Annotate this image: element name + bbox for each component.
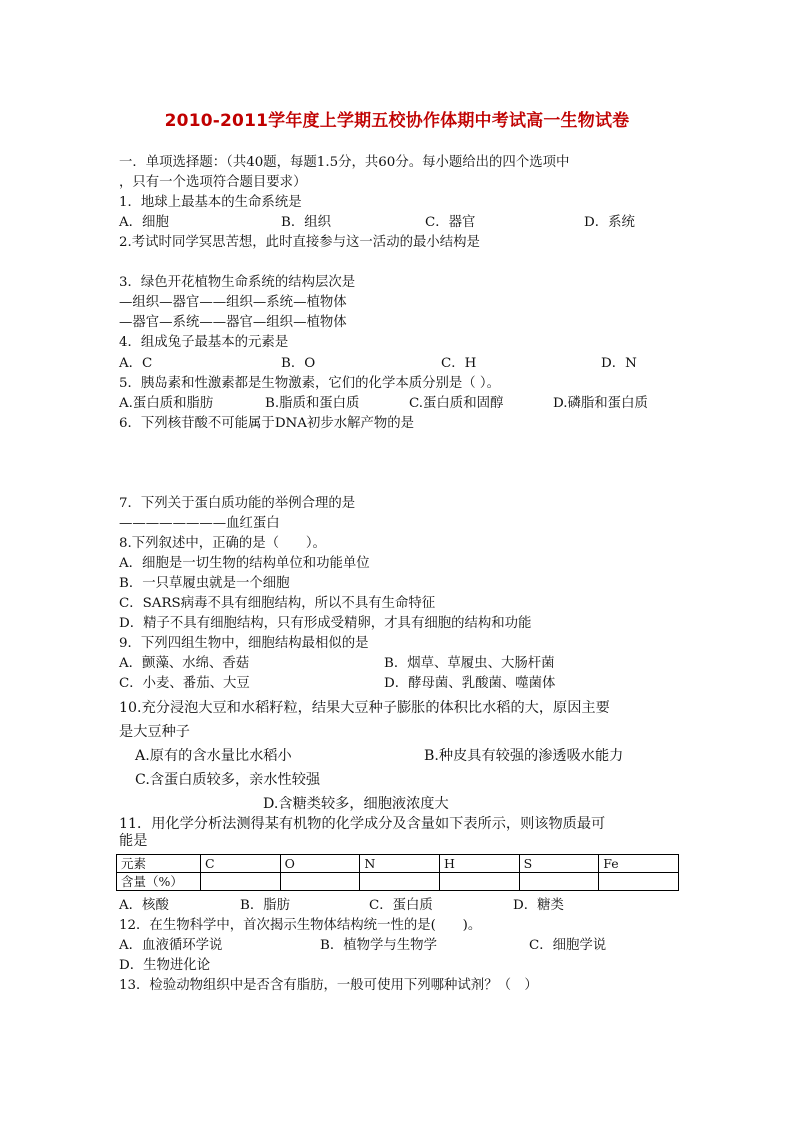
q8-option-c: C．SARS病毒不具有细胞结构，所以不具有生命特征: [119, 596, 436, 611]
q8-option-a: A．细胞是一切生物的结构单位和功能单位: [119, 556, 370, 571]
q5-option-d: D.磷脂和蛋白质: [553, 396, 648, 411]
q1-option-c: C．器官: [425, 215, 476, 230]
table-cell: [201, 873, 281, 891]
table-cell: S: [519, 855, 599, 873]
question-11: 11．用化学分析法测得某有机物的化学成分及含量如下表所示，则该物质最可: [119, 816, 606, 832]
q5-option-c: C.蛋白质和固醇: [409, 396, 504, 411]
q8-option-b: B．一只草履虫就是一个细胞: [119, 576, 290, 591]
section-heading-cont: ，只有一个选项符合题目要求）: [119, 175, 307, 190]
table-cell: Fe: [599, 855, 679, 873]
q12-option-a: A．血液循环学说: [119, 938, 223, 953]
q11-option-d: D．糖类: [513, 898, 564, 913]
question-10: 10.充分浸泡大豆和水稻籽粒，结果大豆种子膨胀的体积比水稻的大，原因主要: [119, 700, 610, 716]
table-row: [117, 873, 679, 891]
q9-option-b: B．烟草、草履虫、大肠杆菌: [384, 656, 555, 671]
q1-option-b: B．组织: [281, 215, 332, 230]
table-cell: 含量（%）: [117, 873, 201, 891]
q3-line-1: —组织—器官——组织—系统—植物体: [119, 295, 347, 310]
q4-option-a: A．C: [119, 356, 153, 371]
question-4: 4．组成兔子最基本的元素是: [119, 335, 289, 350]
page-title: 2010-2011学年度上学期五校协作体期中考试高一生物试卷: [164, 111, 630, 131]
table-header-row: [117, 855, 679, 873]
q10-option-a: A.原有的含水量比水稻小: [135, 748, 292, 764]
q11-option-a: A．核酸: [119, 898, 169, 913]
q10-option-c: C.含蛋白质较多，亲水性较强: [135, 772, 321, 788]
q8-option-d: D．精子不具有细胞结构，只有形成受精卵，才具有细胞的结构和功能: [119, 616, 532, 631]
question-6: 6．下列核苷酸不可能属于DNA初步水解产物的是: [119, 416, 415, 431]
q11-option-b: B．脂肪: [240, 898, 291, 913]
q9-option-c: C．小麦、番茄、大豆: [119, 676, 250, 691]
question-13: 13．检验动物组织中是否含有脂肪，一般可使用下列哪种试剂？（ ）: [119, 978, 538, 993]
q12-option-b: B．植物学与生物学: [320, 938, 437, 953]
q4-option-d: D．N: [601, 356, 637, 371]
question-9: 9．下列四组生物中，细胞结构最相似的是: [119, 636, 369, 651]
table-cell: [439, 873, 519, 891]
section-heading: 一．单项选择题：（共40题，每题1.5分，共60分。每小题给出的四个选项中: [119, 155, 570, 170]
q10-option-b: B.种皮具有较强的渗透吸水能力: [424, 748, 624, 764]
question-12: 12．在生物科学中，首次揭示生物体结构统一性的是( )。: [119, 918, 482, 933]
q10-option-d: D.含糖类较多，细胞液浓度大: [263, 796, 449, 812]
question-10-cont: 是大豆种子: [119, 724, 190, 740]
element-table: [116, 854, 679, 891]
q4-option-b: B．O: [281, 356, 316, 371]
q5-option-b: B.脂质和蛋白质: [265, 396, 360, 411]
q1-option-a: A．细胞: [119, 215, 169, 230]
table-cell: [519, 873, 599, 891]
table-cell: [360, 873, 440, 891]
q12-option-c: C．细胞学说: [529, 938, 607, 953]
question-8: 8.下列叙述中，正确的是（ ）。: [119, 536, 326, 551]
table-cell: [599, 873, 679, 891]
table-cell: 元素: [117, 855, 201, 873]
q1-option-d: D．系统: [584, 215, 635, 230]
q12-option-d: D．生物进化论: [119, 958, 211, 973]
question-11-cont: 能是: [119, 833, 148, 849]
question-1: 1．地球上最基本的生命系统是: [119, 195, 302, 210]
question-3: 3．绿色开花植物生命系统的结构层次是: [119, 275, 356, 290]
q3-line-2: —器官—系统——器官—组织—植物体: [119, 315, 347, 330]
table-cell: O: [280, 855, 360, 873]
table-cell: H: [439, 855, 519, 873]
table-cell: N: [360, 855, 440, 873]
q5-option-a: A.蛋白质和脂肪: [119, 396, 214, 411]
question-7: 7．下列关于蛋白质功能的举例合理的是: [119, 496, 356, 511]
q7-line-1: ————————血红蛋白: [119, 516, 280, 531]
question-5: 5．胰岛素和性激素都是生物激素，它们的化学本质分别是（ ）。: [119, 376, 501, 391]
q9-option-a: A．颤藻、水绵、香菇: [119, 656, 250, 671]
q11-option-c: C．蛋白质: [369, 898, 433, 913]
q9-option-d: D．酵母菌、乳酸菌、噬菌体: [384, 676, 556, 691]
table-cell: [280, 873, 360, 891]
table-cell: C: [201, 855, 281, 873]
q4-option-c: C．H: [441, 356, 477, 371]
question-2: 2.考试时同学冥思苦想，此时直接参与这一活动的最小结构是: [119, 235, 480, 250]
